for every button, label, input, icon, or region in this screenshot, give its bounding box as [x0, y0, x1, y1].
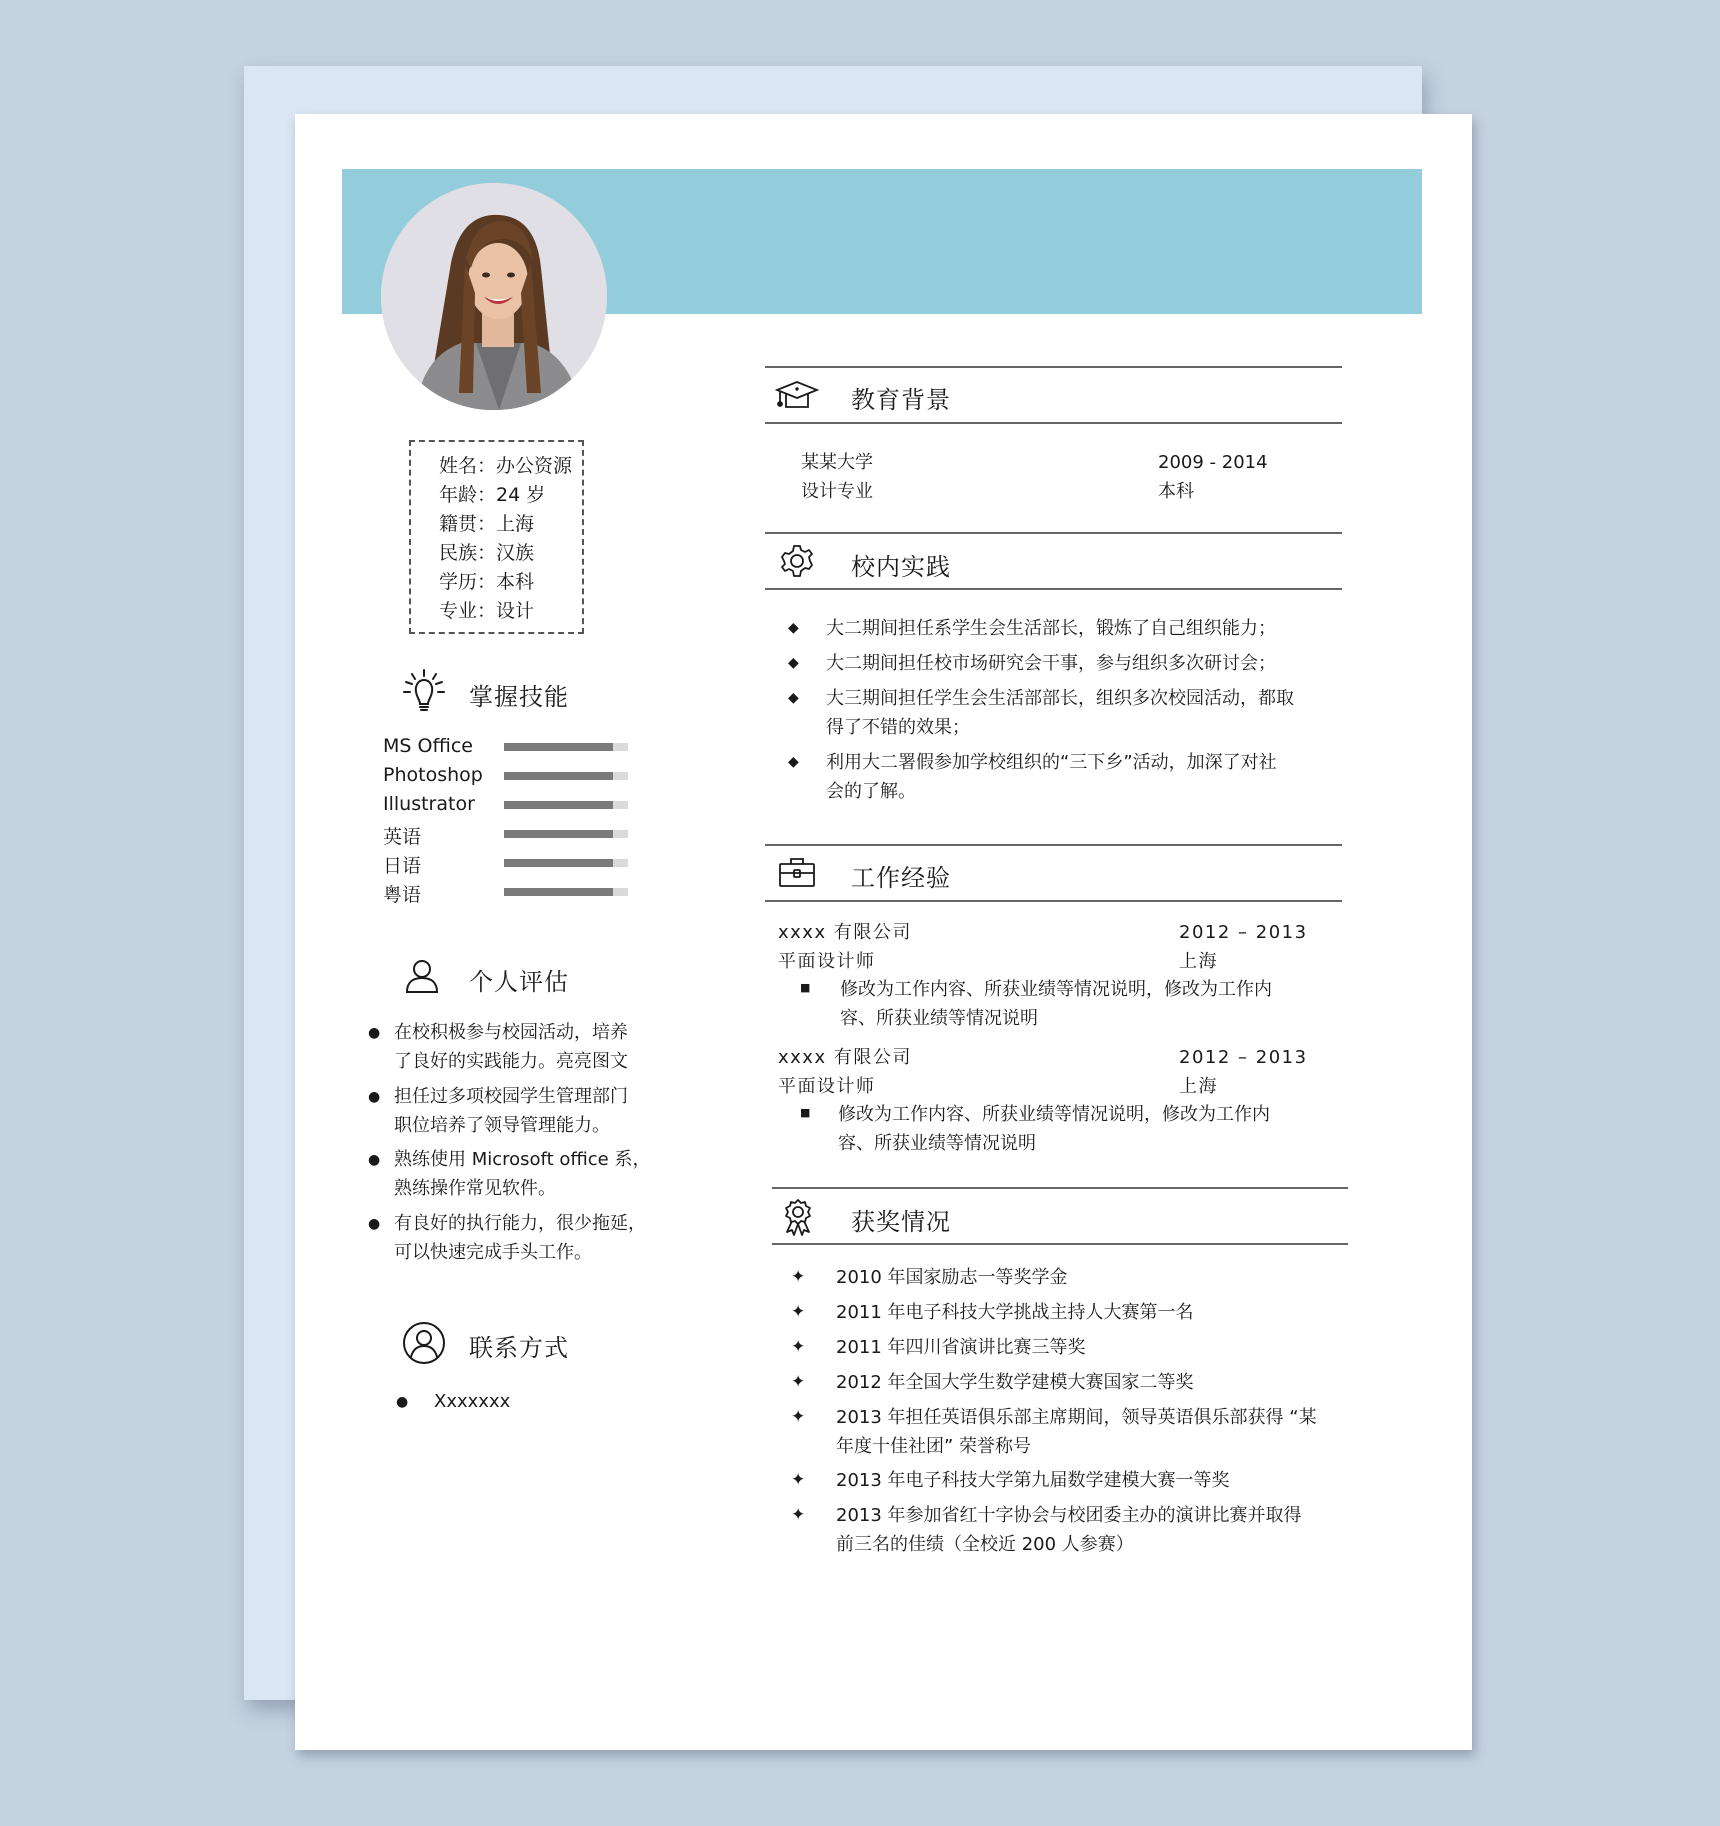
skill-label: Illustrator: [383, 793, 475, 815]
award-item: 2013 年担任英语俱乐部主席期间，领导英语俱乐部获得 “某 年度十佳社团” 荣誉称号: [836, 1407, 1317, 1457]
contact-item: Xxxxxxx: [434, 1391, 511, 1412]
education-title: 教育背景: [851, 386, 951, 414]
award-item: 2011 年电子科技大学挑战主持人大赛第一名: [836, 1302, 1194, 1323]
job-years: 2012 – 2013: [1179, 922, 1308, 943]
divider: [765, 900, 1342, 902]
skill-label: 日语: [383, 855, 422, 877]
skill-label: 英语: [383, 826, 422, 848]
bullet-dot-icon: ●: [368, 1089, 381, 1105]
skill-bar-fill: [504, 830, 613, 838]
bullet-star-icon: ✦: [791, 1505, 806, 1525]
bullet-star-icon: ✦: [791, 1302, 806, 1322]
evaluation-item: 熟练使用 Microsoft office 系， 熟练操作常见软件。: [394, 1149, 651, 1199]
bullet-square-icon: ■: [800, 981, 811, 994]
job-description: 修改为工作内容、所获业绩等情况说明，修改为工作内 容、所获业绩等情况说明: [838, 1104, 1270, 1154]
bullet-diamond-icon: ◆: [788, 690, 799, 706]
job-company: xxxx 有限公司: [778, 1047, 912, 1068]
bullet-star-icon: ✦: [791, 1372, 806, 1392]
skill-bar: [504, 830, 628, 838]
practice-item: 大二期间担任校市场研究会干事，参与组织多次研讨会；: [826, 653, 1276, 674]
award-item: 2012 年全国大学生数学建模大赛国家二等奖: [836, 1372, 1194, 1393]
gear-icon: [780, 544, 814, 578]
bullet-dot-icon: ●: [396, 1394, 409, 1410]
briefcase-icon: [778, 856, 816, 888]
bullet-square-icon: ■: [800, 1106, 811, 1119]
skill-bar-fill: [504, 772, 613, 780]
evaluation-item: 在校积极参与校园活动，培养 了良好的实践能力。亮亮图文: [394, 1022, 628, 1072]
award-item: 2013 年参加省红十字协会与校团委主办的演讲比赛并取得 前三名的佳绩（全校近 200 人参赛）: [836, 1505, 1302, 1555]
job-location: 上海: [1179, 951, 1218, 972]
skill-bar: [504, 888, 628, 896]
skill-label: MS Office: [383, 735, 473, 757]
bullet-diamond-icon: ◆: [788, 620, 799, 636]
award-item: 2010 年国家励志一等奖学金: [836, 1267, 1068, 1288]
work-title: 工作经验: [851, 864, 951, 892]
skill-label: 粤语: [383, 884, 422, 906]
skill-bar: [504, 743, 628, 751]
evaluation-item: 担任过多项校园学生管理部门 职位培养了领导管理能力。: [394, 1086, 628, 1136]
award-item: 2013 年电子科技大学第九届数学建模大赛一等奖: [836, 1470, 1230, 1491]
personal-info-box: [409, 440, 584, 634]
skill-bar-fill: [504, 801, 613, 809]
bullet-dot-icon: ●: [368, 1152, 381, 1168]
info-hometown: 籍贯：上海: [439, 513, 535, 535]
bullet-star-icon: ✦: [791, 1267, 806, 1287]
skill-bar: [504, 772, 628, 780]
lightbulb-icon: [402, 668, 446, 714]
skills-title: 掌握技能: [469, 683, 569, 711]
divider: [765, 366, 1342, 368]
contact-person-icon: [402, 1321, 446, 1365]
divider: [772, 1187, 1348, 1189]
skill-bar-fill: [504, 888, 613, 896]
award-item: 2011 年四川省演讲比赛三等奖: [836, 1337, 1086, 1358]
bullet-diamond-icon: ◆: [788, 655, 799, 671]
info-major: 专业：设计: [439, 600, 535, 622]
education-major: 设计专业: [801, 481, 873, 502]
award-ribbon-icon: [782, 1198, 814, 1238]
education-degree: 本科: [1158, 481, 1194, 502]
contact-title: 联系方式: [469, 1334, 569, 1362]
portrait-image: [381, 183, 607, 410]
job-years: 2012 – 2013: [1179, 1047, 1308, 1068]
skill-label: Photoshop: [383, 764, 483, 786]
bullet-star-icon: ✦: [791, 1337, 806, 1357]
job-location: 上海: [1179, 1076, 1218, 1097]
divider: [765, 844, 1342, 846]
skill-bar-fill: [504, 859, 613, 867]
job-position: 平面设计师: [778, 951, 876, 972]
info-ethnicity: 民族：汉族: [439, 542, 535, 564]
divider: [765, 422, 1342, 424]
practice-item: 利用大二署假参加学校组织的“三下乡”活动，加深了对社 会的了解。: [826, 752, 1277, 802]
practice-title: 校内实践: [851, 553, 951, 581]
practice-item: 大二期间担任系学生会生活部长，锻炼了自己组织能力；: [826, 618, 1276, 639]
skill-bar: [504, 801, 628, 809]
info-name: 姓名：办公资源: [439, 455, 573, 477]
bullet-dot-icon: ●: [368, 1216, 381, 1232]
divider: [772, 1243, 1348, 1245]
evaluation-item: 有良好的执行能力，很少拖延， 可以快速完成手头工作。: [394, 1213, 646, 1263]
skill-bar-fill: [504, 743, 613, 751]
job-company: xxxx 有限公司: [778, 922, 912, 943]
education-years: 2009 - 2014: [1158, 452, 1268, 473]
awards-title: 获奖情况: [851, 1208, 951, 1236]
practice-item: 大三期间担任学生会生活部部长，组织多次校园活动，都取 得了不错的效果；: [826, 688, 1294, 738]
skill-bar: [504, 859, 628, 867]
job-description: 修改为工作内容、所获业绩等情况说明，修改为工作内 容、所获业绩等情况说明: [840, 979, 1272, 1029]
graduation-cap-icon: [775, 380, 819, 410]
profile-photo: [381, 183, 607, 410]
divider: [765, 588, 1342, 590]
bullet-star-icon: ✦: [791, 1407, 806, 1427]
evaluation-title: 个人评估: [469, 968, 569, 996]
bullet-dot-icon: ●: [368, 1025, 381, 1041]
info-age: 年龄：24 岁: [439, 484, 546, 506]
job-position: 平面设计师: [778, 1076, 876, 1097]
info-education: 学历：本科: [439, 571, 535, 593]
bullet-star-icon: ✦: [791, 1470, 806, 1490]
person-icon: [405, 958, 439, 994]
divider: [765, 532, 1342, 534]
bullet-diamond-icon: ◆: [788, 754, 799, 770]
education-school: 某某大学: [801, 452, 873, 473]
